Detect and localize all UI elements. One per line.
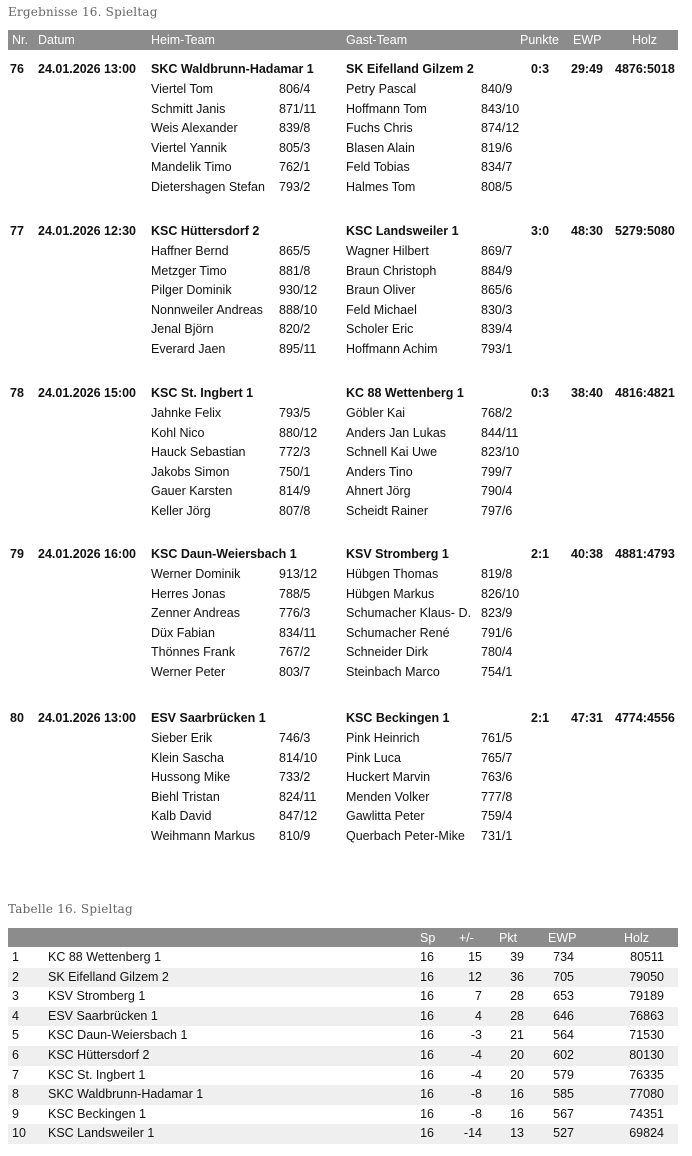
home-player-name: Zenner Andreas <box>151 606 240 621</box>
away-team: SK Eifelland Gilzem 2 <box>346 62 474 76</box>
standings-diff: 4 <box>475 1008 482 1023</box>
standings-sp: 16 <box>420 1067 434 1082</box>
home-player-score: 881/8 <box>279 263 311 278</box>
standings-title: Tabelle 16. Spieltag <box>8 902 133 916</box>
away-player-name: Scholer Eric <box>346 322 414 337</box>
header-datum: Datum <box>38 33 75 47</box>
standings-team: KSV Stromberg 1 <box>48 989 146 1004</box>
standings-sp: 16 <box>420 1106 434 1121</box>
away-player-score: 884/9 <box>481 263 513 278</box>
away-player-name: Querbach Peter-Mike <box>346 829 465 843</box>
standings-rank: 3 <box>12 989 19 1004</box>
standings-holz: 80511 <box>630 950 664 964</box>
standings-row <box>8 1085 678 1105</box>
standings-diff: 7 <box>475 989 482 1004</box>
home-player-score: 772/3 <box>279 445 311 460</box>
standings-pkt: 20 <box>510 1067 524 1082</box>
away-player-score: 777/8 <box>481 789 513 804</box>
away-player-score: 768/2 <box>481 406 513 420</box>
standings-rank: 7 <box>12 1067 19 1082</box>
home-team: SKC Waldbrunn-Hadamar 1 <box>151 62 314 76</box>
home-player-score: 806/4 <box>279 82 311 96</box>
away-player-name: Schnell Kai Uwe <box>346 445 438 460</box>
home-player-score: 871/11 <box>279 101 317 116</box>
standings-holz: 77080 <box>629 1087 664 1102</box>
standings-rank: 10 <box>12 1126 26 1141</box>
header-holz: Holz <box>632 33 658 47</box>
player-row <box>0 283 692 303</box>
home-team: ESV Saarbrücken 1 <box>151 711 266 725</box>
player-row <box>0 809 692 829</box>
home-player-score: 767/2 <box>279 645 311 660</box>
standings-sp: 16 <box>420 1126 434 1141</box>
home-player-score: 814/9 <box>279 484 311 499</box>
standings-diff: 15 <box>468 950 482 964</box>
home-player-name: Metzger Timo <box>151 263 227 278</box>
standings-row <box>8 948 678 968</box>
home-player-name: Hauck Sebastian <box>151 445 246 460</box>
player-row <box>0 751 692 771</box>
standings-team: KSC Daun-Weiersbach 1 <box>48 1028 188 1043</box>
home-player-score: 824/11 <box>279 789 317 804</box>
away-player-name: Braun Christoph <box>346 263 437 278</box>
home-player-name: Werner Dominik <box>151 567 241 581</box>
standings-team: SK Eifelland Gilzem 2 <box>48 969 169 984</box>
standings-team: KSC Hüttersdorf 2 <box>48 1047 150 1062</box>
standings-rank: 5 <box>12 1028 19 1043</box>
standings-pkt: 20 <box>510 1047 524 1062</box>
match-nr: 76 <box>10 62 24 76</box>
player-row <box>0 829 692 849</box>
home-player-score: 746/3 <box>279 731 311 745</box>
home-player-name: Viertel Tom <box>151 82 214 96</box>
match-block <box>0 224 692 386</box>
standings-holz: 74351 <box>629 1106 664 1121</box>
player-row <box>0 264 692 284</box>
home-player-score: 930/12 <box>279 283 318 298</box>
away-player-score: 763/6 <box>481 770 513 785</box>
home-player-name: Haffner Bernd <box>151 244 229 258</box>
home-player-score: 865/5 <box>279 244 311 258</box>
away-player-name: Anders Tino <box>346 464 413 479</box>
home-player-score: 733/2 <box>279 770 311 785</box>
match-nr: 77 <box>10 224 24 238</box>
away-player-name: Scheidt Rainer <box>346 504 428 518</box>
standings-holz: 80130 <box>629 1047 664 1062</box>
home-player-name: Jahnke Felix <box>151 406 222 420</box>
player-row <box>0 567 692 587</box>
standings-rank: 2 <box>12 969 19 984</box>
away-player-score: 830/3 <box>481 302 513 317</box>
standings-holz: 79050 <box>629 969 664 984</box>
standings-team: KSC Landsweiler 1 <box>48 1126 155 1141</box>
home-player-name: Sieber Erik <box>151 731 213 745</box>
standings-ewp: 734 <box>553 950 574 964</box>
standings-pkt: 16 <box>510 1087 524 1102</box>
away-player-name: Schumacher René <box>346 625 450 640</box>
player-row <box>0 406 692 426</box>
header-standings-holz: Holz <box>624 931 650 945</box>
home-player-name: Werner Peter <box>151 665 226 679</box>
match-ewp: 47:31 <box>571 711 603 725</box>
player-row <box>0 445 692 465</box>
home-player-name: Pilger Dominik <box>151 283 232 298</box>
match-block <box>0 386 692 548</box>
match-date: 24.01.2026 16:00 <box>38 547 137 561</box>
header-punkte: Punkte <box>520 33 559 47</box>
standings-pkt: 21 <box>510 1028 524 1043</box>
away-player-name: Feld Tobias <box>346 160 410 175</box>
standings-row <box>8 968 678 988</box>
standings-ewp: 564 <box>553 1028 574 1043</box>
header-diff: +/- <box>459 931 474 945</box>
home-player-score: 888/10 <box>279 302 318 317</box>
away-player-score: 840/9 <box>481 82 513 96</box>
home-player-name: Weis Alexander <box>151 121 238 136</box>
away-player-name: Gawlitta Peter <box>346 809 425 824</box>
home-player-score: 807/8 <box>279 504 311 518</box>
match-ewp: 40:38 <box>571 547 603 561</box>
away-player-score: 759/4 <box>481 809 513 824</box>
match-holz: 4881:4793 <box>615 547 675 561</box>
away-player-name: Hübgen Thomas <box>346 567 439 581</box>
away-player-score: 761/5 <box>481 731 513 745</box>
player-row <box>0 665 692 685</box>
home-player-score: 803/7 <box>279 665 311 679</box>
standings-row <box>8 1105 678 1125</box>
results-title: Ergebnisse 16. Spieltag <box>8 5 158 19</box>
away-player-score: 869/7 <box>481 244 513 258</box>
match-block <box>0 547 692 709</box>
away-player-name: Braun Oliver <box>346 283 416 298</box>
standings-ewp: 527 <box>553 1126 574 1141</box>
standings-diff: -4 <box>470 1067 482 1082</box>
standings-row <box>8 1066 678 1086</box>
away-player-name: Schumacher Klaus- D. <box>346 606 472 621</box>
standings-pkt: 13 <box>510 1126 524 1141</box>
player-row <box>0 303 692 323</box>
match-ewp: 48:30 <box>571 224 603 238</box>
standings-team: KSC St. Ingbert 1 <box>48 1067 146 1082</box>
home-player-score: 895/11 <box>279 342 317 356</box>
standings-ewp: 579 <box>553 1067 574 1082</box>
match-nr: 80 <box>10 711 24 725</box>
results-header <box>8 30 678 50</box>
standings-holz: 76863 <box>629 1008 664 1023</box>
header-pkt: Pkt <box>499 931 518 945</box>
home-player-score: 776/3 <box>279 606 311 621</box>
player-row <box>0 426 692 446</box>
match-date: 24.01.2026 13:00 <box>38 711 137 725</box>
standings-row <box>8 1026 678 1046</box>
match-points: 2:1 <box>531 711 550 725</box>
away-player-name: Ahnert Jörg <box>346 484 411 499</box>
home-player-score: 913/12 <box>279 567 318 581</box>
away-player-name: Blasen Alain <box>346 140 415 155</box>
header-ewp: EWP <box>573 33 602 47</box>
home-player-name: Kalb David <box>151 809 212 824</box>
player-row <box>0 504 692 524</box>
away-player-score: 823/10 <box>481 445 520 460</box>
home-player-name: Keller Jörg <box>151 504 211 518</box>
away-player-score: 834/7 <box>481 160 513 175</box>
away-player-name: Huckert Marvin <box>346 770 431 785</box>
home-player-score: 820/2 <box>279 322 311 337</box>
player-row <box>0 121 692 141</box>
match-date: 24.01.2026 13:00 <box>38 62 137 76</box>
match-holz: 4876:5018 <box>615 62 675 76</box>
away-player-score: 839/4 <box>481 322 513 337</box>
match-block <box>0 711 692 873</box>
standings-holz: 79189 <box>629 989 664 1004</box>
away-team: KSV Stromberg 1 <box>346 547 449 561</box>
home-player-name: Viertel Yannik <box>151 140 227 155</box>
standings-pkt: 39 <box>510 950 524 964</box>
standings-ewp: 567 <box>553 1106 574 1121</box>
home-team: KSC St. Ingbert 1 <box>151 386 254 400</box>
standings-row <box>8 1046 678 1066</box>
standings-row <box>8 1124 678 1144</box>
standings-sp: 16 <box>420 950 434 964</box>
away-player-name: Anders Jan Lukas <box>346 425 447 440</box>
match-block <box>0 62 692 224</box>
header-heim-team: Heim-Team <box>151 33 215 47</box>
standings-row <box>8 987 678 1007</box>
away-player-score: 799/7 <box>481 464 513 479</box>
standings-rank: 1 <box>12 950 19 964</box>
player-row <box>0 82 692 102</box>
home-player-score: 750/1 <box>279 464 311 479</box>
standings-sp: 16 <box>420 1028 434 1043</box>
home-player-score: 814/10 <box>279 750 318 765</box>
standings-ewp: 705 <box>553 969 574 984</box>
home-player-name: Thönnes Frank <box>151 645 236 660</box>
home-player-name: Everard Jaen <box>151 342 226 356</box>
away-team: KC 88 Wettenberg 1 <box>346 386 464 400</box>
home-player-name: Herres Jonas <box>151 586 226 601</box>
standings-holz: 76335 <box>629 1067 664 1082</box>
away-player-name: Wagner Hilbert <box>346 244 429 258</box>
away-player-name: Pink Luca <box>346 750 401 765</box>
player-row <box>0 180 692 200</box>
standings-pkt: 16 <box>510 1106 524 1121</box>
away-player-name: Hoffmann Achim <box>346 342 438 356</box>
standings-holz: 69824 <box>629 1126 664 1141</box>
match-ewp: 29:49 <box>571 62 603 76</box>
home-player-score: 793/2 <box>279 180 311 194</box>
home-player-score: 788/5 <box>279 586 311 601</box>
standings-ewp: 653 <box>553 989 574 1004</box>
home-player-name: Jenal Björn <box>151 322 214 337</box>
away-player-name: Halmes Tom <box>346 180 416 194</box>
away-player-name: Göbler Kai <box>346 406 406 420</box>
away-player-score: 731/1 <box>481 829 513 843</box>
standings-diff: -14 <box>463 1126 482 1141</box>
away-player-name: Hoffmann Tom <box>346 101 427 116</box>
away-player-name: Petry Pascal <box>346 82 417 96</box>
home-player-score: 847/12 <box>279 809 318 824</box>
standings-row <box>8 1007 678 1027</box>
standings-diff: 12 <box>468 969 482 984</box>
player-row <box>0 626 692 646</box>
away-player-score: 765/7 <box>481 750 513 765</box>
home-player-name: Hussong Mike <box>151 770 231 785</box>
match-points: 0:3 <box>531 386 550 400</box>
away-player-name: Menden Volker <box>346 789 430 804</box>
player-row <box>0 160 692 180</box>
player-row <box>0 141 692 161</box>
away-player-score: 754/1 <box>481 665 513 679</box>
home-player-name: Kohl Nico <box>151 425 205 440</box>
standings-ewp: 585 <box>553 1087 574 1102</box>
away-player-name: Hübgen Markus <box>346 586 435 601</box>
home-player-name: Klein Sascha <box>151 750 224 765</box>
away-player-score: 808/5 <box>481 180 513 194</box>
away-player-score: 874/12 <box>481 121 520 136</box>
standings-sp: 16 <box>420 969 434 984</box>
away-player-score: 823/9 <box>481 606 513 621</box>
player-row <box>0 102 692 122</box>
match-points: 3:0 <box>531 224 550 238</box>
home-player-name: Gauer Karsten <box>151 484 233 499</box>
header-nr: Nr. <box>12 33 28 47</box>
away-player-score: 826/10 <box>481 586 520 601</box>
standings-rank: 4 <box>12 1008 19 1023</box>
standings-team: SKC Waldbrunn-Hadamar 1 <box>48 1087 204 1102</box>
home-player-score: 793/5 <box>279 406 311 420</box>
standings-ewp: 602 <box>553 1047 574 1062</box>
standings-sp: 16 <box>420 1087 434 1102</box>
standings-diff: -4 <box>470 1047 482 1062</box>
home-player-name: Jakobs Simon <box>151 464 230 479</box>
player-row <box>0 790 692 810</box>
standings-team: KSC Beckingen 1 <box>48 1106 146 1121</box>
match-points: 2:1 <box>531 547 550 561</box>
header-sp: Sp <box>420 931 436 945</box>
away-team: KSC Beckingen 1 <box>346 711 450 725</box>
player-row <box>0 731 692 751</box>
header-gast-team: Gast-Team <box>346 33 408 47</box>
standings-diff: -3 <box>470 1028 482 1043</box>
match-points: 0:3 <box>531 62 550 76</box>
standings-ewp: 646 <box>553 1008 574 1023</box>
home-player-name: Dietershagen Stefan <box>151 180 265 194</box>
home-player-name: Mandelik Timo <box>151 160 232 175</box>
away-team: KSC Landsweiler 1 <box>346 224 459 238</box>
player-row <box>0 587 692 607</box>
standings-table <box>8 948 678 1144</box>
standings-team: KC 88 Wettenberg 1 <box>48 950 162 964</box>
home-team: KSC Hüttersdorf 2 <box>151 224 260 238</box>
player-row <box>0 244 692 264</box>
player-row <box>0 770 692 790</box>
away-player-name: Fuchs Chris <box>346 121 413 136</box>
player-row <box>0 465 692 485</box>
standings-header <box>8 928 678 947</box>
away-player-score: 819/6 <box>481 140 513 155</box>
standings-team: ESV Saarbrücken 1 <box>48 1008 158 1023</box>
standings-diff: -8 <box>470 1106 482 1121</box>
player-row <box>0 645 692 665</box>
home-player-score: 839/8 <box>279 121 311 136</box>
standings-pkt: 28 <box>510 1008 524 1023</box>
home-player-score: 805/3 <box>279 140 311 155</box>
match-nr: 78 <box>10 386 24 400</box>
home-player-score: 810/9 <box>279 829 311 843</box>
away-player-score: 843/10 <box>481 101 520 116</box>
away-player-score: 844/11 <box>481 425 519 440</box>
match-ewp: 38:40 <box>571 386 603 400</box>
standings-sp: 16 <box>420 1047 434 1062</box>
home-player-name: Nonnweiler Andreas <box>151 302 263 317</box>
home-player-name: Biehl Tristan <box>151 789 220 804</box>
standings-pkt: 36 <box>510 969 524 984</box>
away-player-score: 791/6 <box>481 625 513 640</box>
away-player-score: 819/8 <box>481 567 513 581</box>
match-date: 24.01.2026 12:30 <box>38 224 137 238</box>
away-player-score: 865/6 <box>481 283 513 298</box>
away-player-name: Pink Heinrich <box>346 731 420 745</box>
player-row <box>0 342 692 362</box>
match-nr: 79 <box>10 547 24 561</box>
standings-diff: -8 <box>470 1087 482 1102</box>
standings-rank: 9 <box>12 1106 19 1121</box>
standings-holz: 71530 <box>629 1028 664 1043</box>
away-player-score: 797/6 <box>481 504 513 518</box>
away-player-name: Steinbach Marco <box>346 665 440 679</box>
player-row <box>0 484 692 504</box>
home-player-name: Schmitt Janis <box>151 101 226 116</box>
match-date: 24.01.2026 15:00 <box>38 386 137 400</box>
match-holz: 4816:4821 <box>615 386 675 400</box>
player-row <box>0 322 692 342</box>
standings-rank: 6 <box>12 1047 19 1062</box>
home-player-score: 834/11 <box>279 625 317 640</box>
away-player-score: 790/4 <box>481 484 513 499</box>
standings-sp: 16 <box>420 989 434 1004</box>
away-player-score: 780/4 <box>481 645 513 660</box>
match-holz: 5279:5080 <box>615 224 675 238</box>
home-player-name: Düx Fabian <box>151 625 215 640</box>
standings-pkt: 28 <box>510 989 524 1004</box>
away-player-score: 793/1 <box>481 342 513 356</box>
standings-sp: 16 <box>420 1008 434 1023</box>
home-player-score: 762/1 <box>279 160 311 175</box>
home-player-score: 880/12 <box>279 425 318 440</box>
away-player-name: Schneider Dirk <box>346 645 428 660</box>
player-row <box>0 606 692 626</box>
match-holz: 4774:4556 <box>615 711 675 725</box>
home-team: KSC Daun-Weiersbach 1 <box>151 547 297 561</box>
standings-rank: 8 <box>12 1087 19 1102</box>
away-player-name: Feld Michael <box>346 302 417 317</box>
header-standings-ewp: EWP <box>548 931 577 945</box>
home-player-name: Weihmann Markus <box>151 829 255 843</box>
